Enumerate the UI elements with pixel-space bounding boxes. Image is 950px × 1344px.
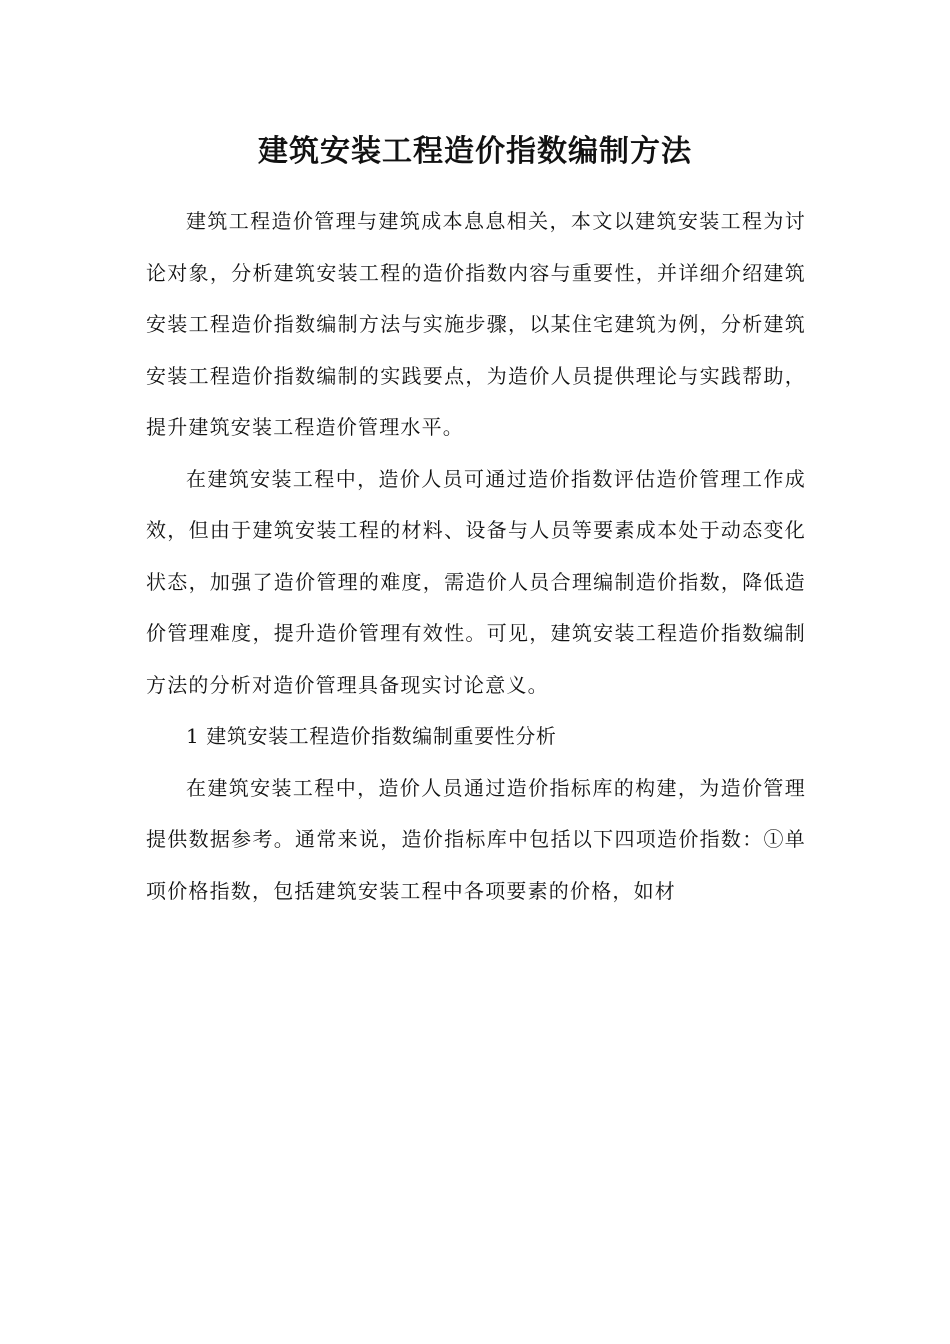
section-heading: 1 建筑安装工程造价指数编制重要性分析 — [186, 724, 557, 748]
document-body — [146, 196, 806, 917]
section-paragraph: 在建筑安装工程中，造价人员通过造价指标库的构建，为造价管理提供数据参考。通常来说，造价指标库中包括以下四项造价指数：①单项价格指数，包括建筑安装工程中各项要素的价格，如材 — [146, 775, 806, 903]
abstract-paragraph: 建筑工程造价管理与建筑成本息息相关，本文以建筑安装工程为讨论对象，分析建筑安装工程的造价指数内容与重要性，并详细介绍建筑安装工程造价指数编制方法与实施步骤，以某住宅建筑为例，分析建筑安装工程造价指数编制的实践要点，为造价人员提供理论与实践帮助，提升建筑安装工程造价管理水平。 — [146, 209, 806, 439]
document-title: 建筑安装工程造价指数编制方法 — [258, 134, 692, 169]
intro-paragraph: 在建筑安装工程中，造价人员可通过造价指数评估造价管理工作成效，但由于建筑安装工程的材料、设备与人员等要素成本处于动态变化状态，加强了造价管理的难度，需造价人员合理编制造价指数，降低造价管理难度，提升造价管理有效性。可见，建筑安装工程造价指数编制方法的分析对造价管理具备现实讨论意义。 — [146, 466, 806, 697]
